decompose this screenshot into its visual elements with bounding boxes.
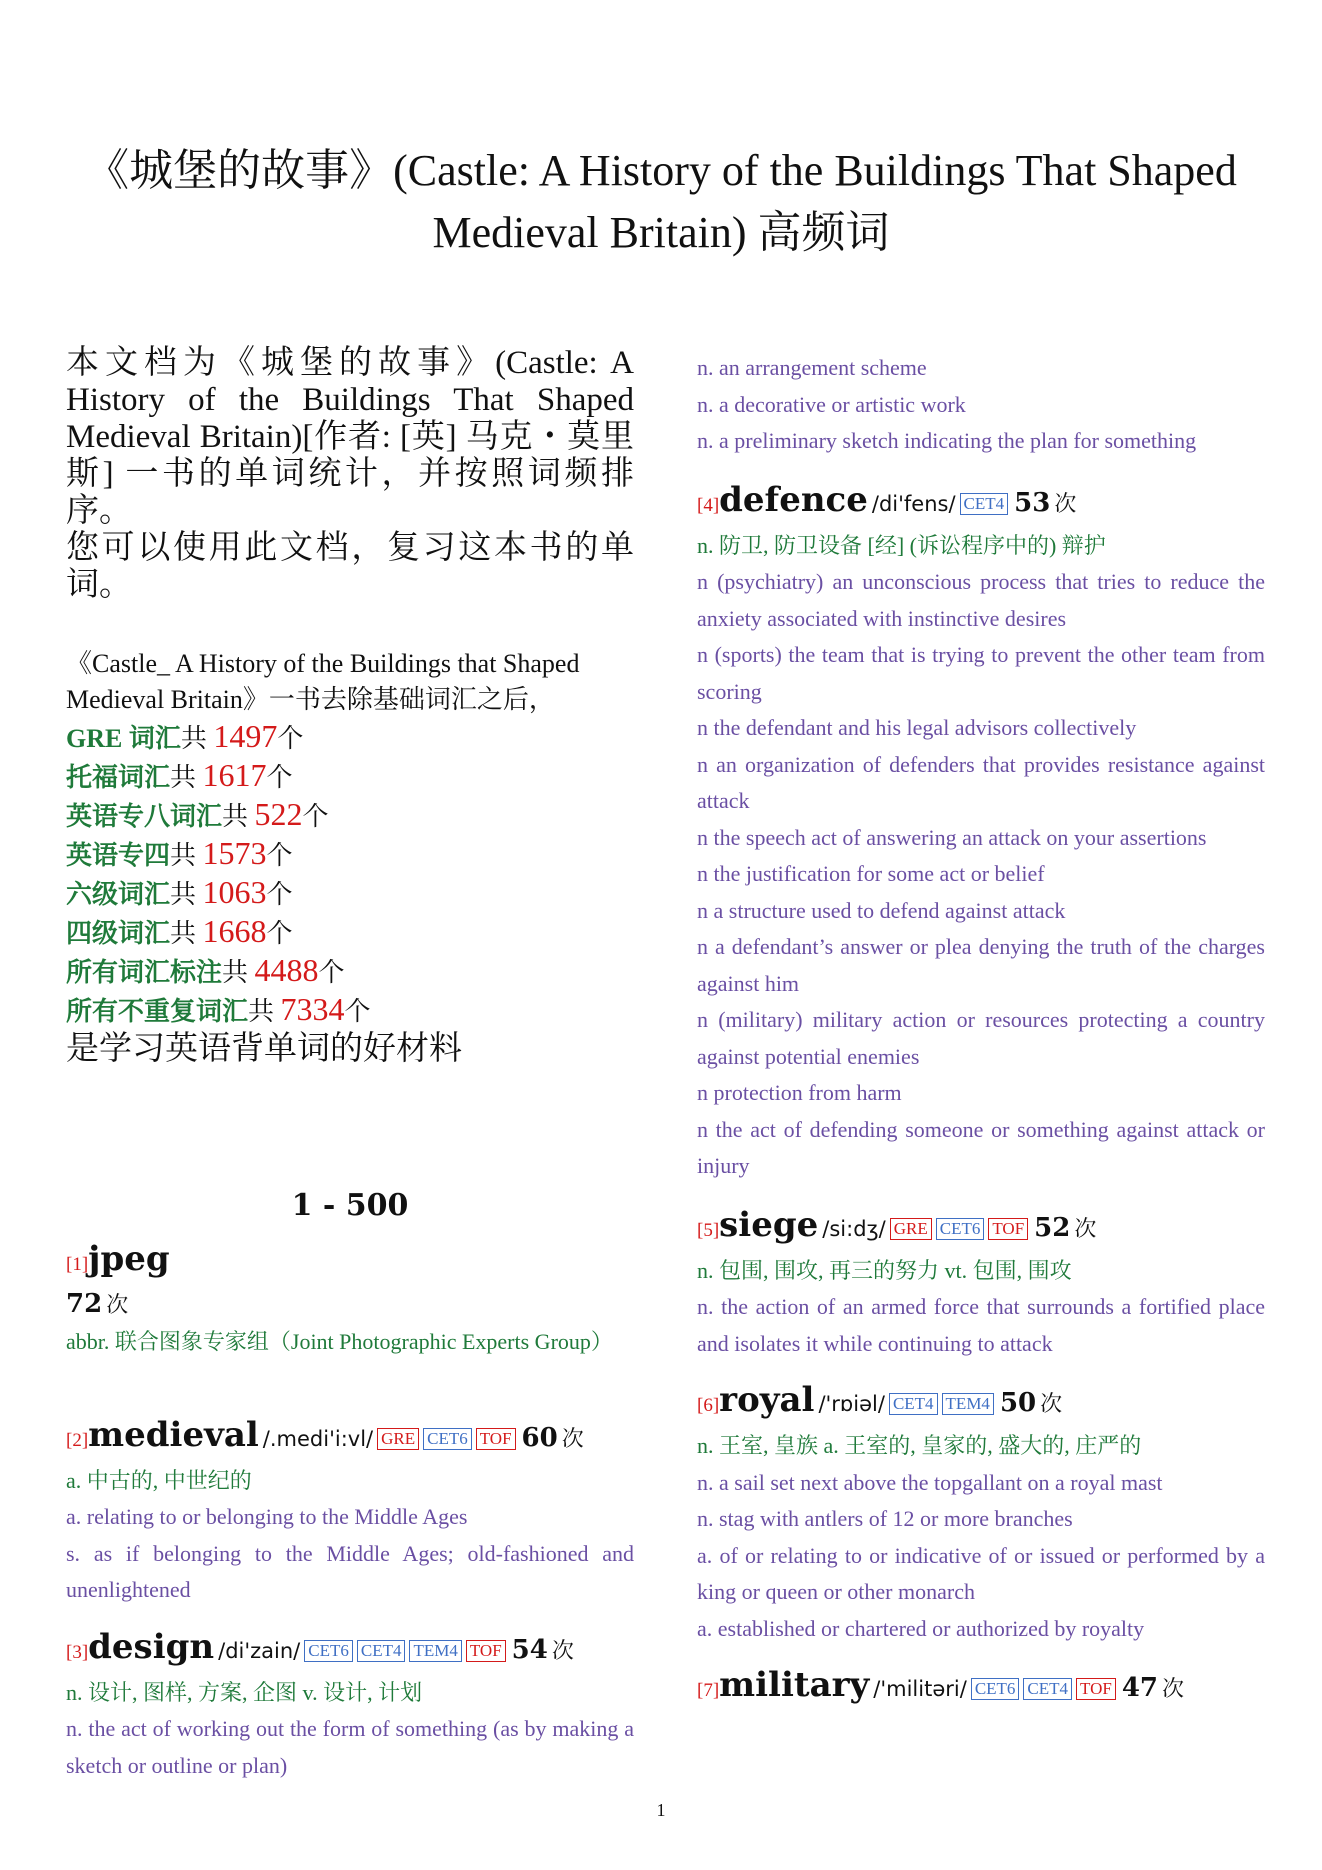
word-entry xyxy=(66,1413,634,1609)
definition: n (psychiatry) an unconscious process that tries to reduce the anxiety associated with instinctive desires xyxy=(697,569,1265,631)
exam-tag-cet6: CET6 xyxy=(423,1428,472,1450)
page-title-line-1: 《城堡的故事》(Castle: A History of the Buildings That Shaped xyxy=(85,146,1237,195)
stats-number: 1617 xyxy=(202,757,267,793)
exam-tag-cet6: CET6 xyxy=(971,1678,1020,1700)
exam-tag-cet4: CET4 xyxy=(960,493,1009,515)
stats-mid: 共 xyxy=(222,802,255,831)
definition: a. of or relating to or indicative of or issued or performed by a king or queen or other monarch xyxy=(697,1542,1265,1604)
frequency-unit: 次 xyxy=(1074,1215,1097,1241)
stats-label: GRE 词汇 xyxy=(66,724,181,753)
stats-suffix: 个 xyxy=(266,763,293,792)
frequency-count: 53 xyxy=(1014,487,1051,518)
word-stats xyxy=(66,646,634,1068)
definition: a. relating to or belonging to the Middle Ages xyxy=(66,1504,468,1529)
stats-label: 英语专四 xyxy=(66,841,171,870)
exam-tag-gre: GRE xyxy=(377,1428,419,1450)
definition: n a defendant’s answer or plea denying the truth of the charges against him xyxy=(697,934,1265,996)
definition: n an organization of defenders that provides resistance against attack xyxy=(697,751,1265,813)
definition: abbr. 联合图象专家组（Joint Photographic Experts Group） xyxy=(66,1329,613,1354)
range-heading: 1 - 500 xyxy=(291,1188,409,1223)
definition: n. 包围, 围攻, 再三的努力 vt. 包围, 围攻 xyxy=(697,1257,1072,1283)
stats-mid: 共 xyxy=(170,919,203,948)
entry-head xyxy=(66,1237,634,1287)
headword: jpeg xyxy=(88,1239,170,1279)
entry-head xyxy=(697,1378,1265,1428)
stats-suffix: 个 xyxy=(302,802,329,831)
phonetic: /di'fens/ xyxy=(871,491,956,516)
stats-row xyxy=(66,913,634,952)
exam-tag-cet4: CET4 xyxy=(889,1393,938,1415)
definition: n (sports) the team that is trying to prevent the other team from scoring xyxy=(697,642,1265,704)
frequency-count: 54 xyxy=(511,1634,548,1665)
word-entry xyxy=(66,1625,634,1785)
headword: defence xyxy=(719,479,868,520)
stats-suffix: 个 xyxy=(266,841,293,870)
headword: military xyxy=(719,1665,870,1705)
entry-head xyxy=(66,1413,634,1463)
entry-index: [1] xyxy=(66,1254,89,1275)
definition: n. stag with antlers of 12 or more branches xyxy=(697,1506,1073,1531)
stats-mid: 共 xyxy=(248,997,281,1026)
stats-row xyxy=(66,796,634,835)
phonetic: /.medi'i:vl/ xyxy=(262,1426,374,1451)
entries-right xyxy=(697,350,1265,1713)
definition: n. an arrangement scheme xyxy=(697,355,927,380)
entry-head xyxy=(697,1663,1265,1713)
exam-tag-tof: TOF xyxy=(476,1428,516,1450)
word-entry xyxy=(697,1378,1265,1647)
entry-index: [5] xyxy=(697,1219,720,1241)
exam-tag-tof: TOF xyxy=(466,1640,506,1662)
definition: n. a decorative or artistic work xyxy=(697,391,966,417)
frequency-count: 72 xyxy=(66,1289,103,1319)
word-entry xyxy=(697,1663,1265,1713)
definition: n. the action of an armed force that surrounds a fortified place and isolates it while continuing to attack xyxy=(697,1294,1265,1356)
stats-label: 六级词汇 xyxy=(66,880,171,909)
entries-left xyxy=(66,1237,634,1784)
entry-head xyxy=(66,1625,634,1675)
definition: n the speech act of answering an attack on your assertions xyxy=(697,824,1207,850)
definition: n. the act of working out the form of something (as by making a sketch or outline or plan) xyxy=(66,1716,634,1778)
stats-number: 522 xyxy=(254,796,303,832)
frequency-count: 52 xyxy=(1034,1212,1071,1243)
stats-label: 托福词汇 xyxy=(66,763,171,792)
intro xyxy=(66,345,634,604)
stats-mid: 共 xyxy=(170,763,203,792)
frequency-count: 60 xyxy=(521,1422,558,1453)
entry-head xyxy=(697,478,1265,528)
stats-suffix: 个 xyxy=(344,997,371,1026)
entry-index: [4] xyxy=(697,494,720,516)
phonetic: /'rɒiəl/ xyxy=(818,1392,885,1416)
stats-label: 英语专八词汇 xyxy=(66,802,223,831)
stats-suffix: 个 xyxy=(266,880,293,909)
stats-suffix: 个 xyxy=(266,919,293,948)
definition: n. a preliminary sketch indicating the plan for something xyxy=(697,428,1197,453)
definition: n a structure used to defend against attack xyxy=(697,897,1066,923)
definition: n protection from harm xyxy=(697,1080,902,1105)
page-title-line-2: Medieval Britain) 高频词 xyxy=(432,208,890,257)
headword: siege xyxy=(719,1204,819,1245)
frequency-count: 47 xyxy=(1121,1673,1159,1703)
stats-number: 4488 xyxy=(254,952,319,988)
stats-row xyxy=(66,874,634,913)
exam-tag-gre: GRE xyxy=(890,1218,932,1240)
stats-number: 1497 xyxy=(213,718,278,754)
definition: a. 中古的, 中世纪的 xyxy=(66,1467,252,1493)
exam-tag-tof: TOF xyxy=(1076,1678,1116,1700)
stats-row xyxy=(66,718,634,757)
phonetic: /di'zain/ xyxy=(218,1638,301,1663)
frequency-unit: 次 xyxy=(1040,1391,1063,1416)
stats-number: 1573 xyxy=(202,835,267,871)
definition: n the justification for some act or belief xyxy=(697,861,1045,886)
exam-tag-cet4: CET4 xyxy=(357,1640,406,1662)
exam-tag-cet4: CET4 xyxy=(1023,1678,1072,1700)
frequency-count: 50 xyxy=(999,1388,1037,1418)
stats-label: 四级词汇 xyxy=(66,919,171,948)
headword: royal xyxy=(719,1380,815,1420)
stats-closing: 是学习英语背单词的好材料 xyxy=(66,1031,462,1067)
definition: n. 防卫, 防卫设备 [经] (诉讼程序中的) 辩护 xyxy=(697,532,1106,558)
definition: a. established or chartered or authorized by royalty xyxy=(697,1615,1145,1641)
definition: n. a sail set next above the topgallant on a royal mast xyxy=(697,1469,1163,1495)
stats-number: 7334 xyxy=(280,991,345,1027)
frequency-unit: 次 xyxy=(106,1292,129,1317)
phonetic: /'militəri/ xyxy=(873,1677,967,1701)
left-column xyxy=(66,345,634,1784)
stats-row xyxy=(66,835,634,874)
word-entry xyxy=(697,350,1265,460)
stats-mid: 共 xyxy=(222,958,255,987)
stats-mid: 共 xyxy=(170,880,203,909)
frequency-unit: 次 xyxy=(1162,1676,1185,1701)
stats-mid: 共 xyxy=(180,724,214,753)
headword: design xyxy=(88,1626,215,1667)
page-title xyxy=(60,140,1262,264)
page-number: 1 xyxy=(656,1800,666,1820)
count-line xyxy=(66,1287,634,1324)
entry-index: [3] xyxy=(66,1641,89,1663)
stats-rows xyxy=(66,718,634,1030)
exam-tag-tem4: TEM4 xyxy=(942,1393,994,1415)
right-column xyxy=(697,350,1265,1713)
definition: n the act of defending someone or something against attack or injury xyxy=(697,1116,1265,1178)
definition: n. 王室, 皇族 a. 王室的, 皇家的, 盛大的, 庄严的 xyxy=(697,1433,1142,1458)
definition: n the defendant and his legal advisors collectively xyxy=(697,715,1137,740)
exam-tag-cet6: CET6 xyxy=(936,1218,985,1240)
stats-row xyxy=(66,991,634,1030)
word-entry xyxy=(697,1203,1265,1363)
phonetic: /si:dʒ/ xyxy=(822,1216,886,1241)
stats-number: 1668 xyxy=(202,913,267,949)
frequency-unit: 次 xyxy=(1054,490,1077,516)
intro-paragraph: 您可以使用此文档，复习这本书的单词。 xyxy=(66,530,634,603)
definition: s. as if belonging to the Middle Ages; old-fashioned and unenlightened xyxy=(66,1540,634,1602)
frequency-unit: 次 xyxy=(561,1425,584,1451)
frequency-unit: 次 xyxy=(551,1637,574,1663)
stats-mid: 共 xyxy=(170,841,203,870)
word-entry xyxy=(66,1237,634,1361)
stats-label: 所有不重复词汇 xyxy=(66,997,249,1026)
exam-tag-tem4: TEM4 xyxy=(409,1640,461,1662)
stats-number: 1063 xyxy=(202,874,267,910)
stats-row xyxy=(66,952,634,991)
entry-index: [6] xyxy=(697,1395,720,1416)
stats-row xyxy=(66,757,634,796)
exam-tag-tof: TOF xyxy=(988,1218,1028,1240)
stats-label: 所有词汇标注 xyxy=(66,958,223,987)
exam-tag-cet6: CET6 xyxy=(304,1640,353,1662)
stats-suffix: 个 xyxy=(318,958,345,987)
entry-index: [2] xyxy=(66,1429,89,1451)
definition: n. 设计, 图样, 方案, 企图 v. 设计, 计划 xyxy=(66,1679,423,1705)
entry-index: [7] xyxy=(697,1680,720,1701)
intro-paragraph: 本文档为《城堡的故事》(Castle: A History of the Buildings That Shaped Medieval Britain)[作者: [英] 马克・莫里斯] 一书的单词统计，并按照词频排序。 xyxy=(66,345,634,529)
headword: medieval xyxy=(88,1414,259,1455)
stats-lead: 《Castle_ A History of the Buildings that Shaped Medieval Britain》一书去除基础词汇之后， xyxy=(66,649,580,714)
word-entry xyxy=(697,478,1265,1185)
stats-suffix: 个 xyxy=(277,724,304,753)
definition: n (military) military action or resources protecting a country against potential enemies xyxy=(697,1007,1265,1069)
entry-head xyxy=(697,1203,1265,1253)
